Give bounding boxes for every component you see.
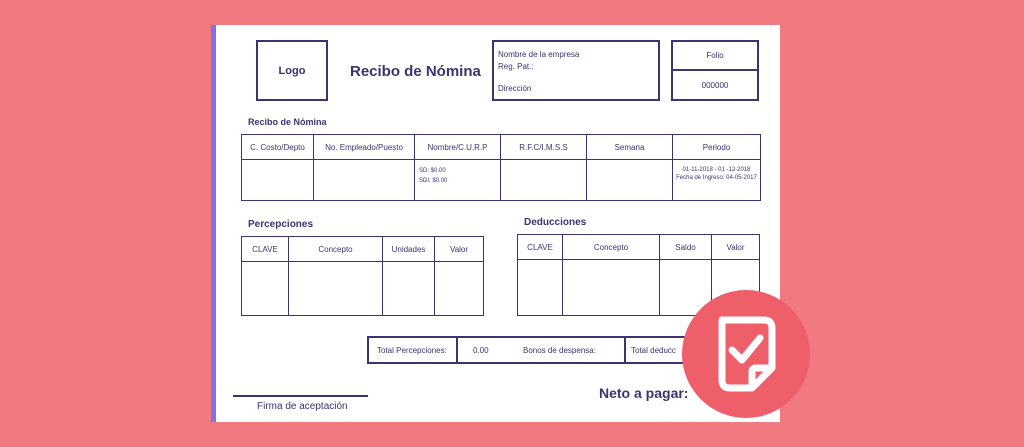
percepciones-body-row — [242, 262, 484, 316]
perc-cell-clave — [242, 262, 289, 316]
total-percepciones-label: Total Percepciones: — [377, 346, 447, 355]
ded-col-concepto: Concepto — [563, 235, 660, 260]
deducciones-header-row — [518, 235, 760, 260]
perc-cell-valor — [435, 262, 484, 316]
perc-col-concepto: Concepto — [289, 237, 383, 262]
info-value-row — [242, 160, 761, 201]
employee-info-table — [241, 134, 761, 201]
col-semana: Semana — [587, 135, 673, 160]
page-title: Recibo de Nómina — [350, 63, 481, 80]
col-periodo: Periodo — [673, 135, 761, 160]
cell-empleado — [314, 160, 415, 201]
signature-label: Firma de aceptación — [257, 401, 348, 412]
company-name-label: Nombre de la empresa — [498, 50, 580, 59]
reg-pat-label: Reg. Pat.: — [498, 62, 534, 71]
ingreso-value: Fecha de Ingreso: 04-05-2017 — [676, 175, 757, 181]
accent-stripe — [211, 25, 216, 422]
perc-col-clave: CLAVE — [242, 237, 289, 262]
logo-box — [256, 40, 328, 101]
ded-col-clave: CLAVE — [518, 235, 563, 260]
signature-line — [233, 395, 368, 397]
totals-divider-2 — [624, 338, 626, 362]
address-label: Dirección — [498, 84, 532, 93]
net-pay-label: Neto a pagar: — [599, 385, 689, 401]
cell-rfc — [501, 160, 587, 201]
total-deducciones-label: Total deducc — [631, 346, 676, 355]
ded-cell-concepto — [563, 260, 660, 316]
perc-cell-unidades — [383, 262, 435, 316]
cell-costo — [242, 160, 314, 201]
cell-semana — [587, 160, 673, 201]
info-section-title: Recibo de Nómina — [248, 117, 327, 127]
col-rfc: R.F.C/I.M.S.S — [501, 135, 587, 160]
perc-col-unidades: Unidades — [383, 237, 435, 262]
periodo-value: 01-11-2018 - 01 -12-2018 — [682, 167, 751, 173]
total-percepciones-value: 0.00 — [473, 346, 489, 355]
cell-periodo — [673, 160, 761, 201]
percepciones-header-row — [242, 237, 484, 262]
bonos-label: Bonos de despensa: — [523, 346, 596, 355]
ded-col-saldo: Saldo — [660, 235, 712, 260]
folio-box — [671, 40, 759, 101]
document-check-icon — [682, 290, 810, 418]
percepciones-table — [241, 236, 484, 316]
col-nombre: Nombre/C.U.R.P — [415, 135, 501, 160]
sdi-value: SDI: $0.00 — [419, 178, 448, 184]
folio-label: Folio — [673, 42, 757, 71]
cell-nombre — [415, 160, 501, 201]
totals-divider-1 — [456, 338, 458, 362]
ded-cell-clave — [518, 260, 563, 316]
sd-value: SD: $0.00 — [419, 168, 446, 174]
company-box — [492, 40, 660, 101]
folio-value: 000000 — [701, 80, 729, 90]
deducciones-title: Deducciones — [524, 217, 587, 228]
col-costo: C. Costo/Depto — [242, 135, 314, 160]
perc-cell-concepto — [289, 262, 383, 316]
perc-col-valor: Valor — [435, 237, 484, 262]
info-header-row — [242, 135, 761, 160]
col-empleado: No. Empleado/Puesto — [314, 135, 415, 160]
ded-col-valor: Valor — [712, 235, 760, 260]
percepciones-title: Percepciones — [248, 219, 314, 230]
logo-label: Logo — [278, 64, 306, 77]
approved-badge — [682, 290, 810, 418]
